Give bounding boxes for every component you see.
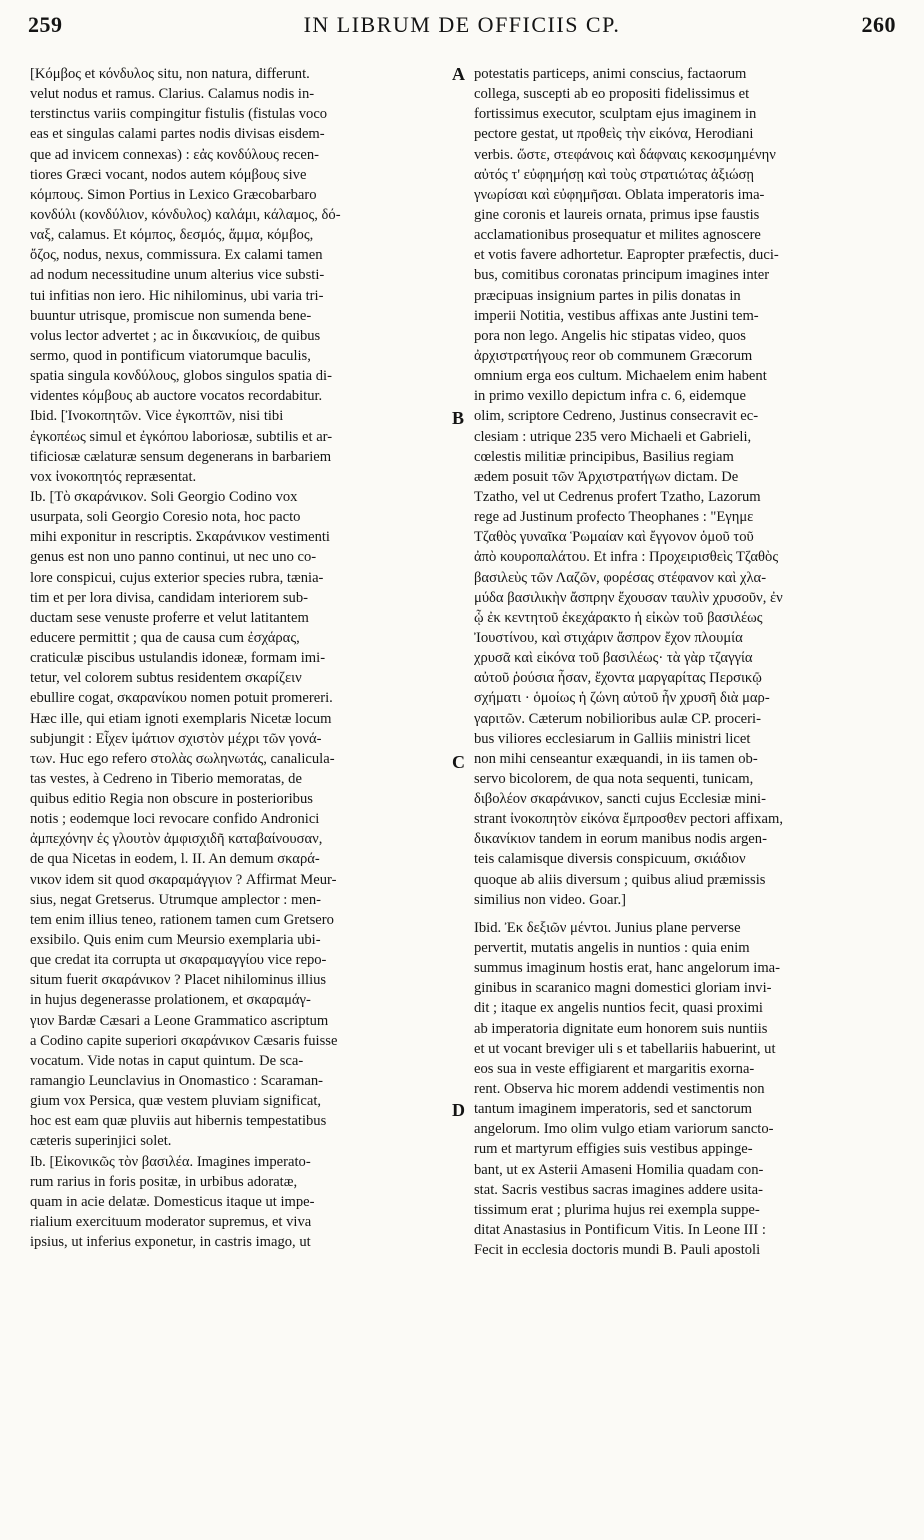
text-line: ἀρχιστρατήγους reor ob communem Græcorum xyxy=(474,347,753,364)
text-line: αὐτός τ' εὐφημήσῃ καὶ τοὺς στρατιώτας ἀξιώσῃ xyxy=(474,166,755,183)
text-line: αὐτοῦ ῥούσια ἦσαν, ἔχοντα μαργαρίτας Περσικῷ xyxy=(474,670,762,687)
section-marker-b: B xyxy=(452,408,465,428)
text-line: et ut vocant breviger uli s et tabellariis habuerint, ut xyxy=(474,1040,776,1057)
text-line: των. Huc ego refero στολὰς σωληνωτάς, canalicula- xyxy=(30,750,335,767)
text-line: vox ἰνοκοπητός repræsentat. xyxy=(30,468,197,485)
text-line: in hujus degenerasse prolationem, et σκαραμάγ- xyxy=(30,992,311,1009)
text-line: similius non video. Goar.] xyxy=(474,891,627,908)
text-line: genus est non uno panno continui, ut nec uno co- xyxy=(30,549,317,566)
text-line: rialium exercituum moderator supremus, et viva xyxy=(30,1214,312,1231)
text-line: vocatum. Vide notas in caput quintum. De sca- xyxy=(30,1052,304,1069)
text-line: γαριτῶν. Cæterum nobilioribus aulæ CP. proceri- xyxy=(474,710,761,727)
text-line: terstinctus variis compingitur fistulis (fistulas voco xyxy=(30,106,328,123)
text-line: ἀμπεχόνην ἐς γλουτὸν ἀμφισχιδῆ καταβαίνουσαν, xyxy=(30,831,323,848)
text-line: imperii Notitia, vestibus affixas ante Justini tem- xyxy=(474,307,759,324)
text-line: summus imaginum hostis erat, hanc angelorum ima- xyxy=(474,960,781,977)
text-line: Ibid. Ἐκ δεξιῶν μέντοι. Junius plane perverse xyxy=(474,919,741,936)
text-line: clesiam : utrique 235 vero Michaeli et Gabrieli, xyxy=(474,428,752,445)
text-line: κόμπους. Simon Portius in Lexico Græcobarbaro xyxy=(30,186,317,203)
text-line: angelorum. Imo olim vulgo etiam variorum sancto- xyxy=(474,1121,774,1138)
text-line: collega, suscepti ab eo propositi fidelissimus et xyxy=(474,86,750,103)
text-line: ναξ, calamus. Et κόμπος, δεσμός, ἅμμα, κόμβος, xyxy=(30,227,314,244)
text-line: ebullire cogat, σκαρανίκου nomen potuit promereri. xyxy=(30,690,333,707)
section-marker-d: D xyxy=(452,1100,465,1120)
text-line: a Codino capite superiori σκαράνικον Cæsaris fuisse xyxy=(30,1032,338,1049)
text-line: potestatis particeps, animi conscius, factaorum xyxy=(474,66,747,82)
text-line: ab imperatoria dignitate eum honorem suis nuntiis xyxy=(474,1020,768,1037)
text-line: Ibid. [Ἰνοκοπητῶν. Vice ἐγκοπτῶν, nisi tibi xyxy=(30,408,284,425)
text-line: sermo, quod in pontificum viatorumque baculis, xyxy=(30,347,311,364)
text-line: olim, scriptore Cedreno, Justinus consecravit ec- xyxy=(474,408,759,425)
text-line: servo bicolorem, de qua nota sequenti, tunicam, xyxy=(474,770,754,787)
text-line: bus, comitibus coronatas principum imagines inter xyxy=(474,267,770,284)
text-line: ἀπὸ κουροπαλάτου. Et infra : Προχειρισθεὶς Τζαθὸς xyxy=(474,549,779,566)
section-marker-a: A xyxy=(452,64,465,84)
text-line: velut nodus et ramus. Clarius. Calamus nodis in- xyxy=(30,86,315,103)
text-line: situm fuerit σκαράνικον ? Placet nihilominus illius xyxy=(30,972,327,989)
text-line: Fecit in ecclesia doctoris mundi B. Pauli apostoli xyxy=(474,1242,761,1259)
text-line: rent. Observa hic morem addendi vestimentis non xyxy=(474,1081,765,1098)
text-line: νικον idem sit quod σκαραμάγγιον ? Affirmat Meur- xyxy=(30,871,337,888)
text-line: hoc est eam quæ pluviis aut hibernis tempestatibus xyxy=(30,1113,327,1130)
text-line: rum et martyrum effigies suis vestibus appinge- xyxy=(474,1141,753,1158)
text-line: tui infitias non iero. Hic nihilominus, ubi varia tri- xyxy=(30,287,324,304)
page-number-left: 259 xyxy=(28,12,63,37)
text-line: strant ἰνοκοπητὸν εἰκόνα ἔμπροσθεν pectori affixam, xyxy=(474,811,783,828)
text-line: ᾧ ἐκ κεντητοῦ ἐκεχάρακτο ἡ εἰκὼν τοῦ βασιλέως xyxy=(474,609,763,626)
text-line: tiores Græci vocant, nodos autem κόμβους sive xyxy=(30,166,307,183)
text-line: spatia singula κονδύλους, globos singulos spatia di- xyxy=(30,368,332,385)
text-line: γνωρίσαι καὶ εὐφημῆσαι. Oblata imperatoris ima- xyxy=(474,186,765,203)
text-line: rege ad Justinum profecto Theophanes : "Εγημε xyxy=(474,509,754,526)
text-line: Hæc ille, qui etiam ignoti exemplaris Nicetæ locum xyxy=(30,710,332,727)
text-line: tetur, vel colorem subtus residentem σκαρίζειν xyxy=(30,670,302,687)
text-line: δικανίκιον tandem in eorum manibus nodis argen- xyxy=(474,831,767,848)
text-line: mihi exponitur in rescriptis. Σκαράνικον vestimenti xyxy=(30,529,330,546)
text-line: dit ; itaque ex angelis nuntios fecit, quasi proximi xyxy=(474,1000,763,1017)
text-line: lore conspicui, cujus exterior species rubra, tænia- xyxy=(30,569,324,586)
text-line: tantum imaginem imperatoris, sed et sanctorum xyxy=(474,1101,753,1118)
text-line: ipsius, ut inferius exponetur, in castris imago, ut xyxy=(30,1234,311,1251)
page-header xyxy=(28,12,896,46)
text-line: Ib. [Εἰκονικῶς τὸν βασιλέα. Imagines imperato- xyxy=(30,1153,311,1170)
text-line: videntes κόμβους ab auctore vocatos recordabitur. xyxy=(30,388,323,405)
text-line: quibus editio Regia non obscure in posterioribus xyxy=(30,791,313,808)
text-line: exsibilo. Quis enim cum Meursio exemplaria ubi- xyxy=(30,932,321,949)
page-number-right: 260 xyxy=(861,12,896,37)
text-line: eas et singulas calami partes nodis divisas eisdem- xyxy=(30,126,325,143)
text-line: ductam sese venuste proferre et velut latitantem xyxy=(30,609,309,626)
text-line: pervertit, mutatis angelis in nuntios : quia enim xyxy=(474,940,750,957)
text-line: pora non lego. Angelis hic stipatas video, quos xyxy=(474,327,746,344)
text-line: verbis. ὥστε, στεφάνοις καὶ δάφναις κεκοσμημένην xyxy=(474,146,776,163)
text-line: volus lector advertet ; ac in δικανικίοις, de quibus xyxy=(30,327,321,344)
text-line: quoque ab aliis diversum ; quibus aliud præmissis xyxy=(474,871,766,888)
text-line: in primo vexillo depictum infra c. 6, eidemque xyxy=(474,388,746,405)
text-line: fortissimus executor, sculptam ejus imaginem in xyxy=(474,106,757,123)
text-line: tem enim illius teneo, rationem tamen cum Gretsero xyxy=(30,911,334,928)
text-line: διβολέον σκαράνικον, sancti cujus Ecclesiæ mini- xyxy=(474,791,766,808)
text-line: κονδύλι (κονδύλιον, κόνδυλος) καλάμι, κάλαμος, δό- xyxy=(30,206,341,223)
text-line: ginibus in scaranico magni domestici gloriam invi- xyxy=(474,980,772,997)
text-line: præcipuas insignium partes in pilis donatas in xyxy=(474,287,741,304)
text-line: tissimum erat ; plurima hujus rei exempla suppe- xyxy=(474,1201,760,1218)
text-line: bus viliores ecclesiarum in Galliis ministri licet xyxy=(474,730,751,747)
running-title: IN LIBRUM DE OFFICIIS CP. xyxy=(303,12,621,37)
text-line: notis ; eodemque loci revocare confido Andronici xyxy=(30,811,320,828)
text-line: ramangio Leunclavius in Onomastico : Scaraman- xyxy=(30,1073,324,1090)
text-line: cæteris superinjici solet. xyxy=(30,1133,172,1150)
text-line: χρυσᾶ καὶ εἰκόνα τοῦ βασιλέως· τὰ γὰρ τζαγγία xyxy=(474,650,753,667)
text-line: tim et per lora divisa, candidam interiorem sub- xyxy=(30,589,309,606)
text-line: educere permittit ; qua de causa cum ἐσχάρας, xyxy=(30,629,300,646)
text-line: Ib. [Τὸ σκαράνικον. Soli Georgio Codino vox xyxy=(30,488,298,505)
text-line: [Κόμβος et κόνδυλος situ, non natura, differunt. xyxy=(30,66,310,82)
left-column xyxy=(30,64,448,1252)
text-line: Tzatho, vel ut Cedrenus profert Tzatho, Lazorum xyxy=(474,488,761,505)
text-line: buuntur utrisque, promiscue non sumenda bene- xyxy=(30,307,312,324)
text-line: que credat ita corrupta ut σκαραμαγγίου vice repo- xyxy=(30,952,327,969)
text-line: ad nodum necessitudine unum alterius vice substi- xyxy=(30,267,325,284)
text-line: Τζαθὸς γυναῖκα Ῥωμαίαν καὶ ἔγγονον ὁμοῦ τοῦ xyxy=(474,529,754,546)
text-line: acclamationibus prosequatur et milites agnoscere xyxy=(474,227,761,244)
text-line: tas vestes, à Cedreno in Tiberio memoratas, de xyxy=(30,770,302,787)
text-line: pectore gestat, ut προθεὶς τὴν εἰκόνα, Herodiani xyxy=(474,126,754,143)
text-line: ædem posuit τῶν Ἀρχιστρατήγων dictam. De xyxy=(474,468,739,485)
text-line: que ad invicem connexas) : εἀς κονδύλους recen- xyxy=(30,146,320,163)
text-line: βασιλεὺς τῶν Λαζῶν, φορέσας στέφανον καὶ χλα- xyxy=(474,569,767,586)
text-line: non mihi censeantur exæquandi, in iis tamen ob- xyxy=(474,750,758,767)
text-line: omnium erga eos cultum. Michaelem enim habent xyxy=(474,368,767,385)
text-line: gine coronis et laureis ornata, primus ipse faustis xyxy=(474,206,760,223)
text-line: subjungit : Εἶχεν ἱμάτιον σχιστὸν μέχρι τῶν γονά- xyxy=(30,730,322,747)
text-line: cœlestis militiæ principibus, Basilius regiam xyxy=(474,448,734,465)
text-line: et votis favere adhortetur. Eapropter præfectis, duci- xyxy=(474,247,779,264)
text-line: eos sua in veste effigiarent et margaritis exorna- xyxy=(474,1060,755,1077)
text-line: stat. Sacris vestibus sacras imagines addere usita- xyxy=(474,1181,763,1198)
text-line: μύδα βασιλικὴν ἄσπρην ἔχουσαν ταυλὶν χρυσοῦν, ἐν xyxy=(474,589,783,606)
text-line: tificiosæ cælaturæ sensum degenerans in barbariem xyxy=(30,448,332,465)
text-line: Ἰουστίνου, καὶ στιχάριν ἄσπρον ἔχον πλουμία xyxy=(474,629,743,646)
text-line: ditat Anastasius in Pontificum Vitis. In Leone III : xyxy=(474,1222,766,1239)
text-line: gium vox Persica, quæ vestem pluviam significat, xyxy=(30,1093,322,1110)
text-line: σχήματι · ὁμοίως ἡ ζώνη αὐτοῦ ἦν χρυσῆ διὰ μαρ- xyxy=(474,690,770,707)
text-line: sius, negat Gretserus. Utrumque amplector : men- xyxy=(30,891,321,908)
text-line: de qua Nicetas in eodem, l. II. An demum σκαρά- xyxy=(30,851,320,868)
text-line: bant, ut ex Asterii Amaseni Homilia quadam con- xyxy=(474,1161,764,1178)
section-marker-c: C xyxy=(452,752,465,772)
text-line: usurpata, soli Georgio Coresio nota, hoc pacto xyxy=(30,509,301,526)
right-column xyxy=(474,64,894,1260)
text-line: γιον Bardæ Cæsari a Leone Grammatico ascriptum xyxy=(30,1012,329,1029)
text-line: ἐγκοπέως simul et ἐγκόπου laboriosæ, subtilis et ar- xyxy=(30,428,333,445)
text-line: ὄζος, nodus, nexus, commissura. Ex calami tamen xyxy=(30,247,323,264)
text-line: rum rarius in foris positæ, in urbibus adoratæ, xyxy=(30,1173,298,1190)
text-line: teis calamisque diversis conspicuum, σκιάδιον xyxy=(474,851,746,868)
text-line xyxy=(474,910,894,918)
text-line: craticulæ piscibus ustulandis idoneæ, formam imi- xyxy=(30,650,326,667)
text-line: quam in acie delatæ. Domesticus itaque ut impe- xyxy=(30,1193,315,1210)
